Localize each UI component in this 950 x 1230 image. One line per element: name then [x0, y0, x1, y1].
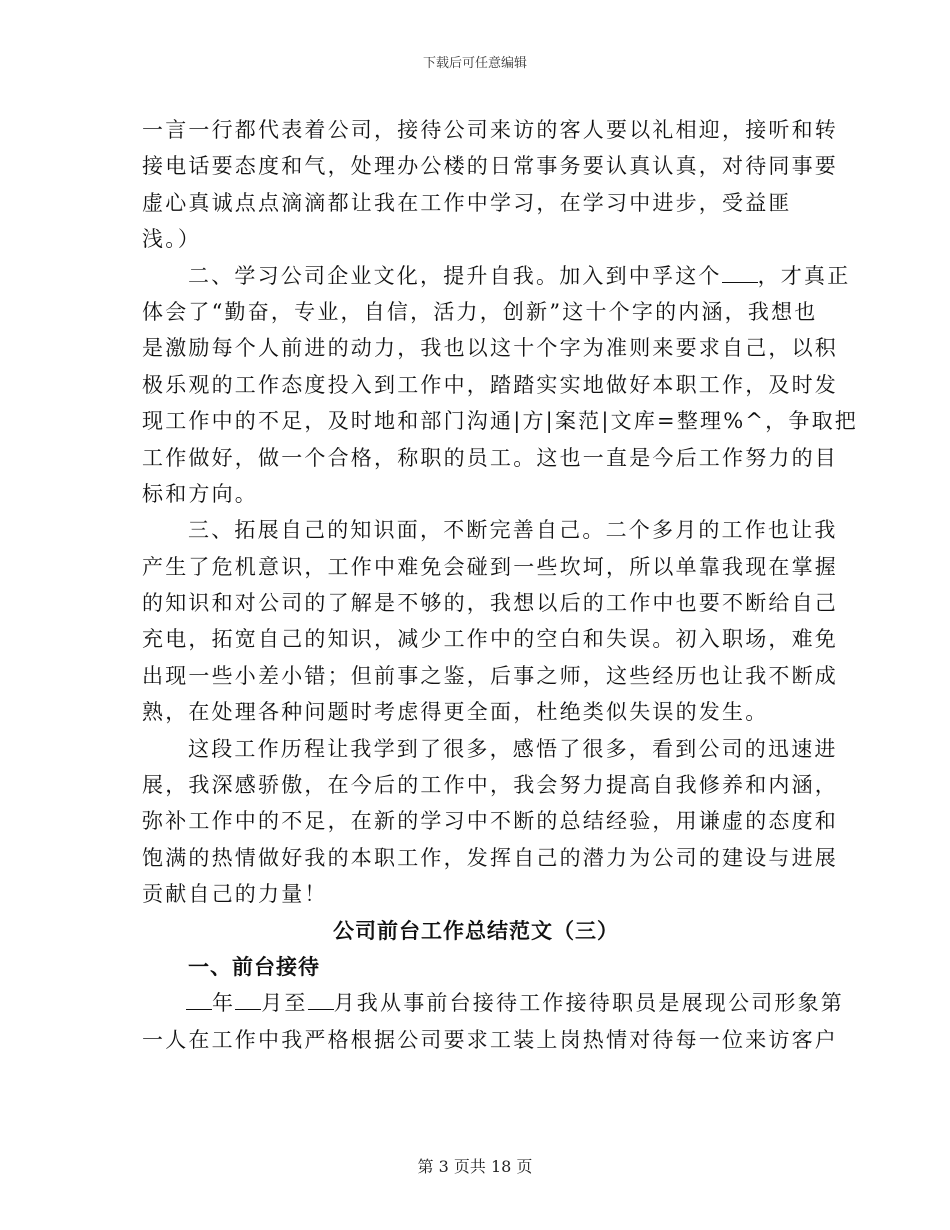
paragraph-line: 的知识和对公司的了解是不够的，我想以后的工作中也要不断给自己: [142, 591, 838, 616]
paragraph-text: 二、学习公司企业文化，提升自我。加入到中孚这个: [188, 263, 722, 288]
paragraph-line: [142, 985, 845, 1021]
paragraph-line: 接电话要态度和气，处理办公楼的日常事务要认真认真，对待同事要: [142, 154, 838, 179]
fill-in-blank: [308, 985, 334, 1010]
subsection-title: 一、前台接待: [188, 953, 320, 979]
paragraph-line: 标和方向。: [142, 481, 258, 506]
paragraph-line: 体会了“勤奋，专业，自信，活力，创新”这十个字的内涵，我想也: [142, 299, 818, 324]
paragraph-line: 饱满的热情做好我的本职工作，发挥自己的潜力为公司的建设与进展: [142, 845, 838, 870]
paragraph-line: 充电，拓宽自己的知识，减少工作中的空白和失误。初入职场，难免: [142, 627, 838, 652]
fill-in-blank: [186, 985, 212, 1010]
paragraph-line: 展，我深感骄傲，在今后的工作中，我会努力提高自我修养和内涵，: [142, 773, 838, 798]
fill-in-blank: [235, 985, 261, 1010]
paragraph-line: 工作做好，做一个合格，称职的员工。这也一直是今后工作努力的目: [142, 445, 838, 470]
paragraph-line: 产生了危机意识，工作中难免会碰到一些坎坷，所以单靠我现在掌握: [142, 554, 838, 579]
paragraph-line: 三、拓展自己的知识面，不断完善自己。二个多月的工作也让我: [188, 518, 838, 543]
paragraph-line: 出现一些小差小错；但前事之鉴，后事之师，这些经历也让我不断成: [142, 663, 838, 688]
paragraph-line: 是激励每个人前进的动力，我也以这十个字为准则来要求自己，以积: [142, 336, 838, 361]
paragraph-line: 浅。）: [142, 227, 202, 252]
section-title: 公司前台工作总结范文（三）: [333, 917, 619, 943]
page-header: 下载后可任意编辑: [422, 56, 527, 71]
paragraph-line: 一言一行都代表着公司，接待公司来访的客人要以礼相迎，接听和转: [142, 118, 838, 142]
paragraph-text: ，才真正: [757, 263, 851, 288]
paragraph-line: 熟，在处理各种问题时考虑得更全面，杜绝类似失误的发生。: [142, 700, 769, 725]
paragraph-line: 极乐观的工作态度投入到工作中，踏踏实实地做好本职工作，及时发: [142, 372, 838, 397]
document-body: [142, 112, 858, 1058]
fill-in-blank: [722, 258, 758, 283]
paragraph-line: 一人在工作中我严格根据公司要求工装上岗热情对待每一位来访客户: [142, 1027, 838, 1052]
paragraph-line: 现工作中的不足，及时地和部门沟通|方|案范|文库=整理%^，争取把: [142, 409, 858, 434]
paragraph-line: 贡献自己的力量！: [142, 882, 328, 907]
paragraph-line: 弥补工作中的不足，在新的学习中不断的总结经验，用谦虚的态度和: [142, 809, 838, 834]
paragraph-line: [142, 258, 851, 294]
paragraph-text: 月我从事前台接待工作接待职员是展现公司形象第: [333, 991, 845, 1016]
page-footer: 第 3 页共 18 页: [417, 1157, 533, 1176]
paragraph-text: 年: [212, 991, 236, 1016]
paragraph-line: 这段工作历程让我学到了很多，感悟了很多，看到公司的迅速进: [188, 736, 838, 761]
paragraph-line: 虚心真诚点点滴滴都让我在工作中学习，在学习中进步，受益匪: [142, 190, 792, 215]
paragraph-text: 月至: [261, 991, 308, 1016]
